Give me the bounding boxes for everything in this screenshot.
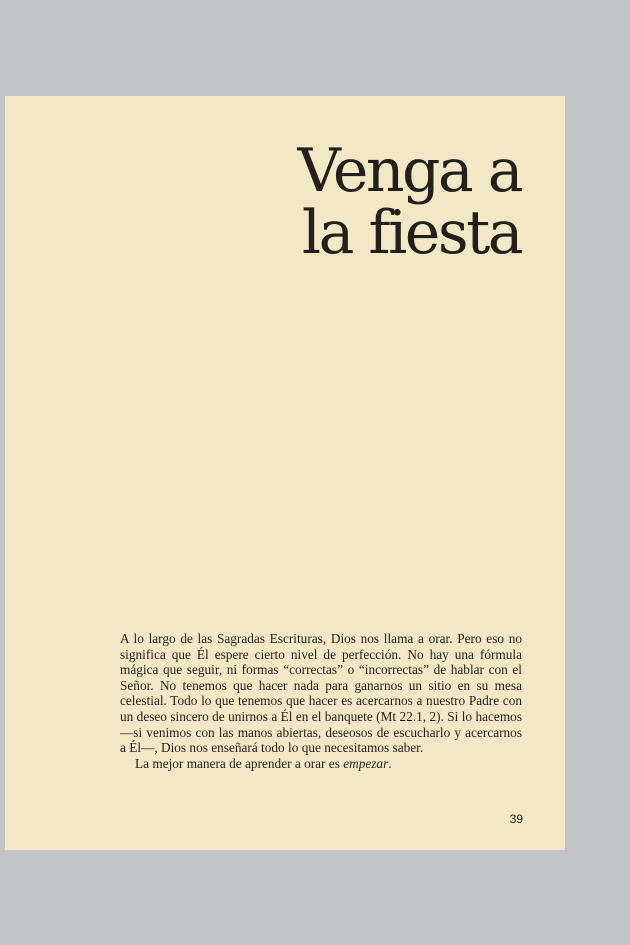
title-line-2: la fiesta	[301, 198, 521, 268]
paragraph-2-text: La mejor manera de aprender a orar es	[135, 755, 344, 771]
book-page	[5, 96, 565, 850]
body-text	[120, 631, 522, 771]
title-line-1: Venga a	[297, 136, 521, 206]
page-number: 39	[509, 812, 523, 826]
page-title	[297, 136, 522, 268]
paragraph-1: A lo largo de las Sagradas Escrituras, Dios nos llama a orar. Pero eso no significa que Él espere cierto nivel de perfección. No hay una fórmula mágica que seguir, ni formas “correctas” o “incorrectas” de hablar con el Señor. No tenemos que hacer nada para ganarnos un sitio en su mesa celestial. Todo lo que tenemos que hacer es acercarnos a nuestro Padre con un deseo sincero de unirnos a Él en el banquete (Mt 22.1, 2). Si lo hacemos —si venimos con las manos abiertas, deseosos de escucharlo y acercarnos a Él—, Dios nos enseñará todo lo que necesitamos saber.	[120, 631, 522, 756]
paragraph-2	[120, 756, 522, 772]
paragraph-2-end: .	[388, 755, 392, 771]
emphasis-text: empezar	[343, 755, 389, 771]
